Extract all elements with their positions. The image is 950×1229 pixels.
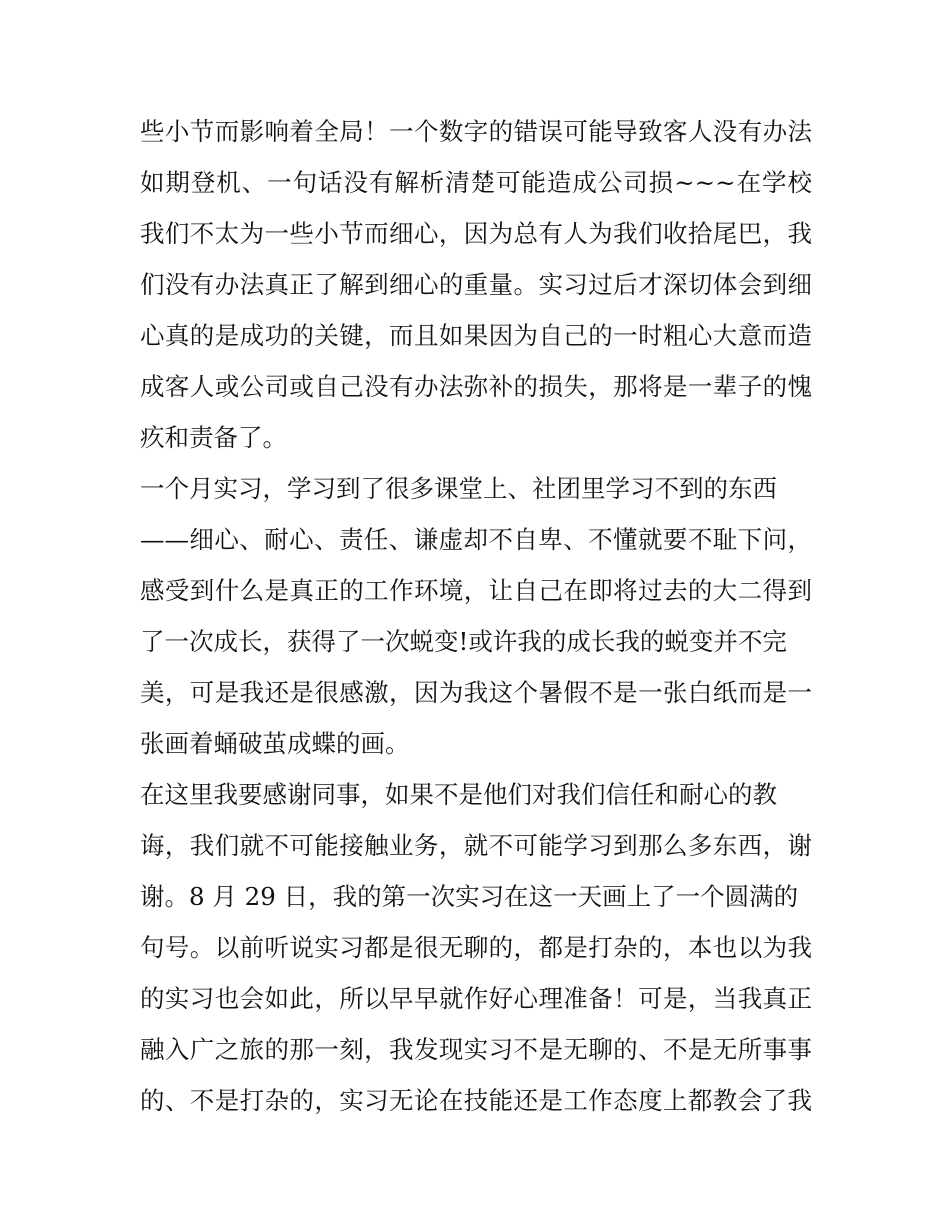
text-line: 的实习也会如此，所以早早就作好心理准备！可是，当我真正	[140, 984, 812, 1013]
text-line: 成客人或公司或自己没有办法弥补的损失，那将是一辈子的愧	[140, 372, 812, 401]
text-line: ——细心、耐心、责任、谦虚却不自卑、不懂就要不耻下问，	[140, 525, 812, 554]
text-line: 们没有办法真正了解到细心的重量。实习过后才深切体会到细	[140, 270, 812, 299]
text-line: 的、不是打杂的，实习无论在技能还是工作态度上都教会了我	[140, 1086, 812, 1115]
text-line: 句号。以前听说实习都是很无聊的，都是打杂的，本也以为我	[140, 933, 812, 962]
text-line: 心真的是成功的关键，而且如果因为自己的一时粗心大意而造	[140, 321, 812, 350]
text-line: 一个月实习，学习到了很多课堂上、社团里学习不到的东西	[140, 474, 777, 503]
text-line: 我们不太为一些小节而细心，因为总有人为我们收拾尾巴，我	[140, 219, 812, 248]
text-line: 诲，我们就不可能接触业务，就不可能学习到那么多东西，谢	[140, 831, 812, 860]
text-line: 了一次成长，获得了一次蜕变!或许我的成长我的蜕变并不完	[140, 627, 787, 656]
text-line: 如期登机、一句话没有解析清楚可能造成公司损~~~在学校	[140, 168, 812, 197]
text-line: 张画着蛹破茧成蝶的画。	[140, 729, 410, 758]
body-text	[140, 106, 812, 1126]
text-line: 在这里我要感谢同事，如果不是他们对我们信任和耐心的教	[140, 780, 777, 809]
text-line: 谢。8 月 29 日，我的第一次实习在这一天画上了一个圆满的	[140, 882, 799, 911]
text-line: 疚和责备了。	[140, 423, 287, 452]
text-line: 感受到什么是真正的工作环境，让自己在即将过去的大二得到	[140, 576, 812, 605]
text-line: 融入广之旅的那一刻，我发现实习不是无聊的、不是无所事事	[140, 1035, 812, 1064]
text-line: 些小节而影响着全局！一个数字的错误可能导致客人没有办法	[140, 117, 812, 146]
text-line: 美，可是我还是很感激，因为我这个暑假不是一张白纸而是一	[140, 678, 812, 707]
